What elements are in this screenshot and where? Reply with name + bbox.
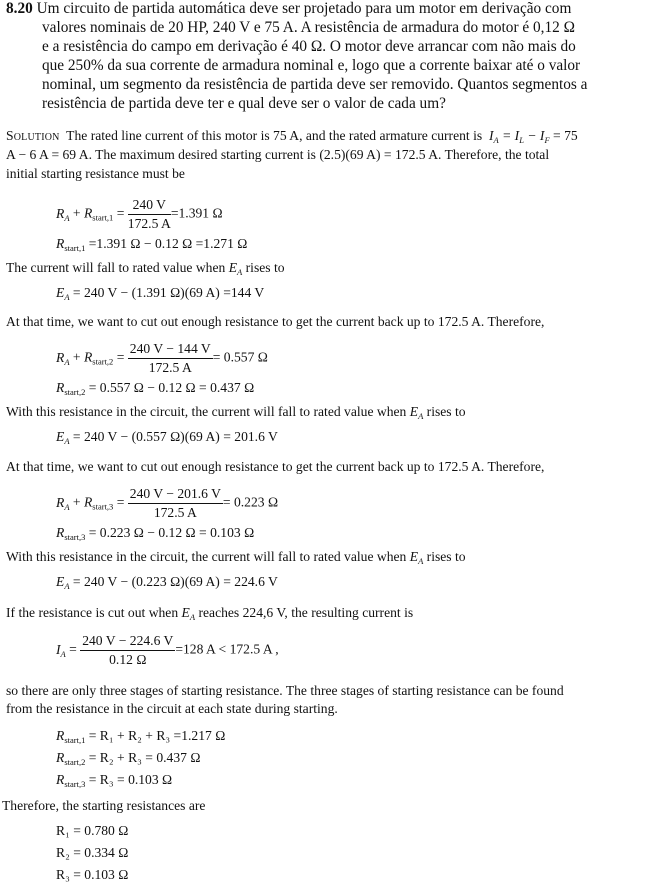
equation-stage-2: $R_{start,2} = R_2 + R_3 = 0.437$ Ω: [56, 750, 201, 767]
problem-line-3: e a resistência do campo em derivação é 40 Ω. O motor deve arrancar com não mais do: [42, 38, 576, 55]
equation-rstart3: $R_{start,3} = 0.223$ Ω − 0.12 Ω = 0.103 Ω: [56, 525, 255, 542]
equation-resulting-current: $I_A$ = $\frac{240 V - 224.6 V}{0.12 \Omega}$ =128 A < 172.5 A ,: [56, 633, 279, 667]
problem-line-5: nominal, um segmento da resistência de partida deve ser removido. Quantos segmentos a: [42, 76, 588, 93]
solution-intro-text-1: The rated line current of this motor is 75 A, and the rated armature current is: [66, 128, 483, 143]
text-cut-out-1: At that time, we want to cut out enough resistance to get the current back up to 172.5 A. Therefore,: [6, 314, 545, 329]
problem-line-1: [6, 0, 571, 18]
equation-rstart1: $R_{start,1} =1.391$ Ω − 0.12 Ω =1.271 Ω: [56, 236, 248, 253]
problem-line-6: resistência de partida deve ter e qual deve ser o valor de cada um?: [42, 95, 446, 112]
equation-ea-3: $E_A = 240$ V − (0.223 Ω)(69 A) = 224.6 V: [56, 574, 278, 591]
solution-intro-eq: = 75: [553, 128, 578, 143]
equation-ea-2: $E_A = 240$ V − (0.557 Ω)(69 A) = 201.6 V: [56, 429, 278, 446]
problem-line-2: valores nominais de 20 HP, 240 V e 75 A. A resistência de armadura do motor é 0,12 Ω: [42, 19, 575, 36]
solution-label: Solution: [6, 128, 60, 143]
problem-text-1: Um circuito de partida automática deve ser projetado para um motor em derivação com: [36, 0, 572, 17]
problem-number: 8.20: [6, 0, 33, 17]
equation-stage-1: $R_{start,1} = R_1 + R_2 + R_3 =1.217$ Ω: [56, 728, 226, 745]
text-current-fall-1: The current will fall to rated value when $E_A$ rises to: [6, 260, 285, 277]
equation-rstart3-total: $R_A + R_{start,3}$ = $\frac{240 V - 201.6 V}{172.5 A}$ = 0.223 Ω: [56, 486, 279, 520]
equation-stage-3: $R_{start,3} = R_3 = 0.103$ Ω: [56, 772, 173, 789]
equation-total-resistance: $R_A + R_{start,1}$ = $\frac{240 V}{172.5 A}$ =1.391 Ω: [56, 197, 223, 231]
fraction-2: $\frac{240 V - 144 V}{172.5 A}$: [129, 341, 211, 375]
text-stages-2: from the resistance in the circuit at each state during starting.: [6, 701, 338, 716]
text-cut-out-resulting-current: If the resistance is cut out when $E_A$ reaches 224,6 V, the resulting current is: [6, 605, 414, 622]
text-stages-1: so there are only three stages of starting resistance. The three stages of starting resistance can be found: [6, 683, 564, 698]
result-r3: R₃ = 0.103 Ω: [56, 867, 129, 882]
fraction-3: $\frac{240 V - 201.6 V}{172.5 A}$: [129, 486, 221, 520]
text-current-fall-2: With this resistance in the circuit, the current will fall to rated value when $E_A$ rises to: [6, 404, 466, 421]
fraction-4: $\frac{240 V - 224.6 V}{0.12 \Omega}$: [82, 633, 174, 667]
result-r1: R₁ = 0.780 Ω: [56, 823, 129, 838]
equation-rstart2: $R_{start,2} = 0.557$ Ω − 0.12 Ω = 0.437 Ω: [56, 380, 255, 397]
equation-rstart2-total: $R_A + R_{start,2}$ = $\frac{240 V - 144 V}{172.5 A}$ = 0.557 Ω: [56, 341, 268, 375]
result-r2: R₂ = 0.334 Ω: [56, 845, 129, 860]
problem-line-4: que 250% da sua corrente de armadura nominal e, logo que a corrente baixar até o valor: [42, 57, 581, 74]
text-current-fall-3: With this resistance in the circuit, the current will fall to rated value when $E_A$ rises to: [6, 549, 466, 566]
solution-intro-line-2: A − 6 A = 69 A. The maximum desired starting current is (2.5)(69 A) = 172.5 A. Therefore, the total: [6, 147, 550, 162]
fraction-1: $\frac{240 V}{172.5 A}$: [127, 197, 171, 231]
text-cut-out-2: At that time, we want to cut out enough resistance to get the current back up to 172.5 A. Therefore,: [6, 459, 545, 474]
rated-armature-current-expr: $I_A = I_L - I_F$: [485, 128, 550, 145]
equation-ea-1: $E_A = 240$ V − (1.391 Ω)(69 A) =144 V: [56, 285, 265, 302]
text-therefore: Therefore, the starting resistances are: [2, 798, 206, 813]
solution-intro-line-3: initial starting resistance must be: [6, 166, 185, 181]
